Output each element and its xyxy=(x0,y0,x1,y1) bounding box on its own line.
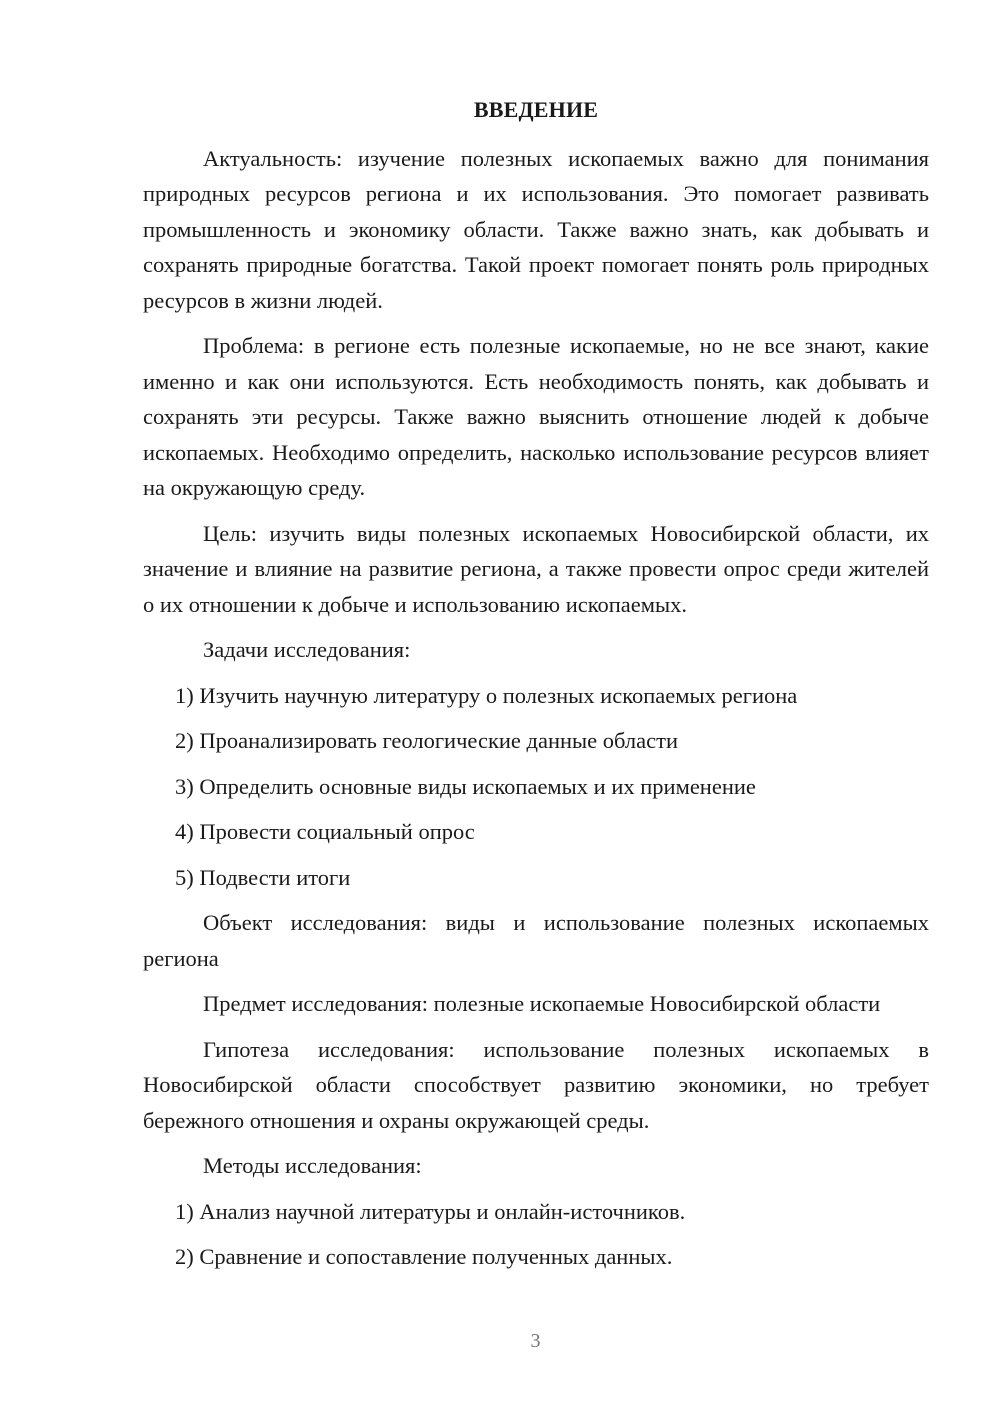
document-page xyxy=(143,88,929,1285)
subject-paragraph: Предмет исследования: полезные ископаемые Новосибирской области xyxy=(203,991,881,1016)
list-item: 2) Проанализировать геологические данные области xyxy=(175,728,678,753)
object-paragraph: Объект исследования: виды и использование полезных ископаемых региона xyxy=(143,910,929,971)
tasks-list xyxy=(143,678,929,896)
relevance-paragraph: Актуальность: изучение полезных ископаемых важно для понимания природных ресурсов региона и их использования. Это помогает развивать промышленность и экономику области. Также важно знать, как добывать и сохранять природные богатства. Такой проект помогает понять роль природных ресурсов в жизни людей. xyxy=(143,145,929,313)
list-item: 4) Провести социальный опрос xyxy=(175,819,475,844)
hypothesis-paragraph: Гипотеза исследования: использование полезных ископаемых в Новосибирской области способствует развитию экономики, но требует бережного отношения и охраны окружающей среды. xyxy=(143,1036,929,1133)
problem-paragraph: Проблема: в регионе есть полезные ископаемые, но не все знают, какие именно и как они используются. Есть необходимость понять, как добывать и сохранять эти ресурсы. Также важно выяснить отношение людей к добыче ископаемых. Необходимо определить, насколько использование ресурсов влияет на окружающую среду. xyxy=(143,333,929,500)
list-item: 3) Определить основные виды ископаемых и их применение xyxy=(175,773,756,799)
list-item: 1) Изучить научную литературу о полезных ископаемых региона xyxy=(175,682,798,708)
page-number: 3 xyxy=(530,1330,541,1352)
methods-list xyxy=(143,1194,929,1275)
list-item: 5) Подвести итоги xyxy=(175,864,351,890)
list-item: 2) Сравнение и сопоставление полученных данных. xyxy=(175,1244,673,1269)
list-item: 1) Анализ научной литературы и онлайн-источников. xyxy=(175,1198,686,1224)
page-title: ВВЕДЕНИЕ xyxy=(473,97,599,122)
tasks-label: Задачи исследования: xyxy=(203,637,411,662)
methods-label: Методы исследования: xyxy=(203,1153,422,1178)
goal-paragraph: Цель: изучить виды полезных ископаемых Новосибирской области, их значение и влияние на развитие региона, а также провести опрос среди жителей о их отношении к добыче и использованию ископаемых. xyxy=(143,520,929,617)
